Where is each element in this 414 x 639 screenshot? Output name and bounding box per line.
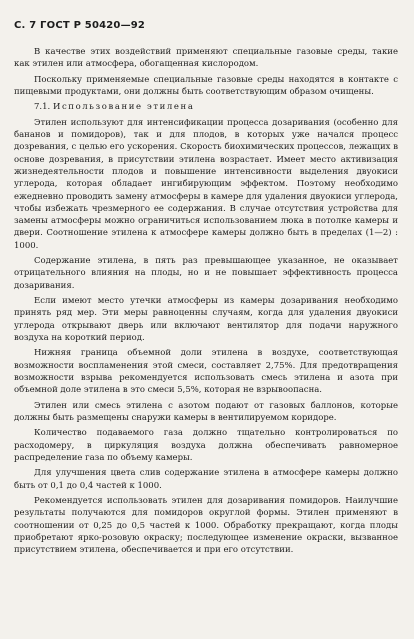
section-number: 7.1. xyxy=(34,102,51,113)
document-body xyxy=(14,46,398,560)
paragraph: Содержание этилена, в пять раз превышающее указанное, не оказывает отрицательного влияния на плоды, но и не повышает эффективность процесса дозаривания. xyxy=(14,256,398,291)
paragraph: Количество подаваемого газа должно тщательно контролироваться по расходомеру, в циркуляция воздуха должна обеспечивать равномерное распределение газа по объему камеры. xyxy=(14,428,398,463)
paragraph: Для улучшения цвета слив содержание этилена в атмосфере камеры должно быть от 0,1 до 0,4 частей к 1000. xyxy=(14,468,398,491)
paragraph: Этилен или смесь этилена с азотом подают от газовых баллонов, которые должны быть размещены снаружи камеры в вентилируемом коридоре. xyxy=(14,400,398,423)
paragraph: В качестве этих воздействий применяют специальные газовые среды, такие как этилен или атмосфера, обогащенная кислородом. xyxy=(14,47,398,70)
paragraph: Рекомендуется использовать этилен для дозаривания помидоров. Наилучшие результаты получаются для помидоров округлой формы. Этилен применяют в соотношении от 0,25 до 0,5 частей к 1000. Обработку прекращают, когда плоды приобретают ярко-розовую окраску; последующее изменение окраски, вызванное присутствием этилена, обеспечивается и при его отсутствии. xyxy=(14,496,398,556)
paragraph: Если имеют место утечки атмосферы из камеры дозаривания необходимо принять ряд мер. Эти меры равноценны случаям, когда для удаления двуокиси углерода открывают дверь или включают вентилятор для подачи наружного воздуха на короткий период. xyxy=(14,296,398,343)
page-header: С. 7 ГОСТ Р 50420—92 xyxy=(14,20,146,31)
section-heading xyxy=(14,101,398,113)
paragraph: Этилен используют для интенсификации процесса дозаривания (особенно для бананов и помидоров), так и для плодов, в которых уже начался процесс дозревания, с целью его ускорения. Скорость биохимических процессов, лежащих в основе дозревания, в присутствии этилена возрастает. Имеет место активизация жизнедеятельности плодов и повышение интенсивности выделения двуокиси углерода, которая обладает ингибирующим эффектом. Поэтому необходимо ежедневно проводить замену атмосферы в камере для удаления двуокиси углерода, чтобы избежать чрезмерного ее содержания. В случае отсутствия устройства для замены атмосферы можно ограничиться использованием люка в потолке камеры и двери. Соотношение этилена к атмосфере камеры должно быть в пределах (1—2) : 1000. xyxy=(14,117,398,251)
paragraph: Поскольку применяемые специальные газовые среды находятся в контакте с пищевыми продуктами, они должны быть соответствующим образом очищены. xyxy=(14,74,398,97)
paragraph: Нижняя граница объемной доли этилена в воздухе, соответствующая возможности воспламенения этой смеси, составляет 2,75%. Для предотвращения возможности взрыва рекомендуется использовать смесь этилена и азота при объемной доле этилена в это смеси 5,5%, которая не взрывоопасна. xyxy=(14,348,398,396)
section-title: Использование этилена xyxy=(52,102,195,113)
